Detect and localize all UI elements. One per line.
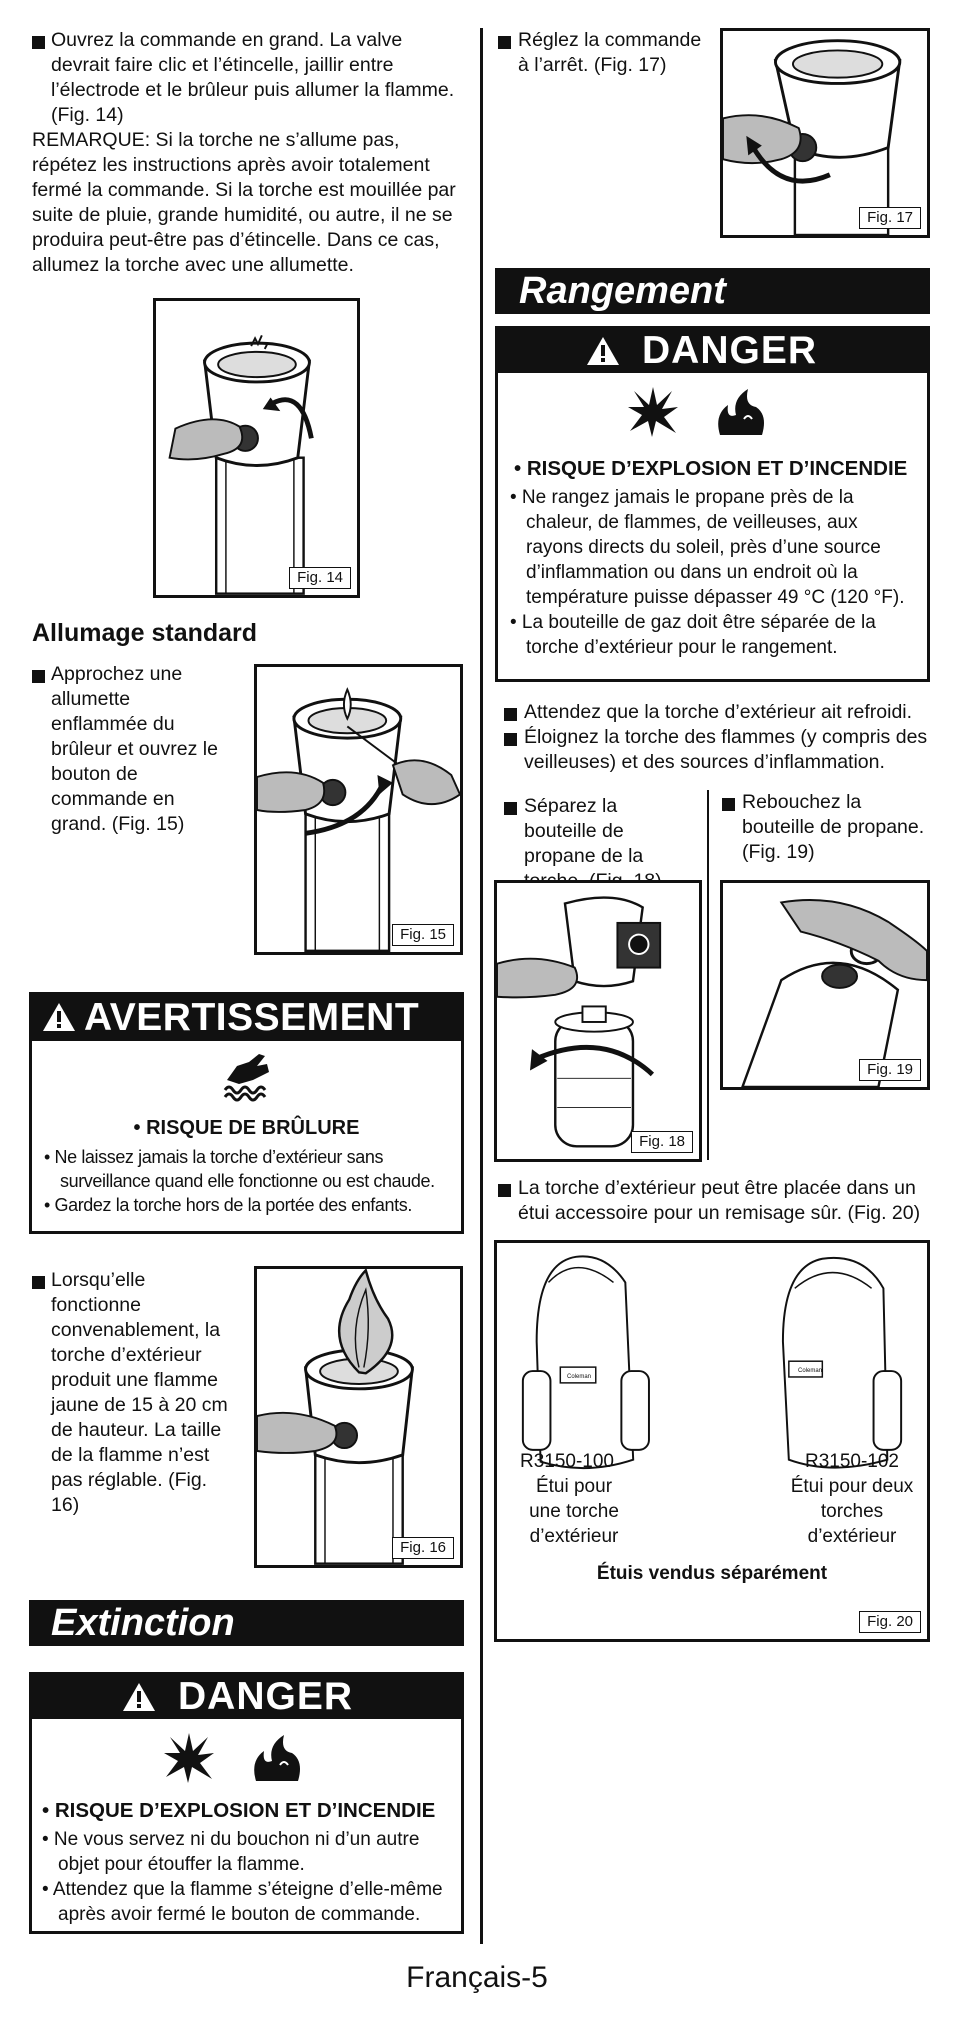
figure-label: Fig. 19: [859, 1059, 921, 1081]
cases-sold-separately: Étuis vendus séparément: [596, 1563, 828, 1584]
figure-label: Fig. 20: [859, 1611, 921, 1633]
danger-list: [510, 485, 915, 660]
warning-list: [44, 1145, 453, 1217]
case-brand-label: Coleman: [566, 1374, 591, 1380]
warning-item: • Gardez la torche hors de la portée des enfants.: [44, 1195, 412, 1215]
instruction-open-control: Ouvrez la commande en grand. La valve devrait faire clic et l’étincelle, jaillir entre l’électrode et le brûleur puis allumer la flamme. (Fig. 14): [51, 29, 455, 126]
figure-19: [720, 880, 930, 1090]
case1-code: R3150-100: [519, 1451, 615, 1472]
figure-label: Fig. 16: [392, 1537, 454, 1559]
instruction-storage-case: La torche d’extérieur peut être placée dans un étui accessoire pour un remisage sûr. (Fig. 20): [518, 1177, 921, 1224]
danger-box-storage: [495, 326, 930, 682]
figure-15: [254, 664, 463, 955]
note-text: Si la torche ne s’allume pas, répétez les instructions après avoir totalement fermé la commande. Si la torche est mouillée par suite de pluie, grande humidité, ou autre, il ne se produira peut-être pas d’étincelle. Dans ce cas, allumez la torche avec une allumette.: [32, 129, 456, 276]
warning-box: [29, 992, 464, 1234]
case1-description: Étui pour une torche d’extérieur: [529, 1476, 619, 1547]
instruction-keep-away: Éloignez la torche des flammes (y compris des veilleuses) et des sources d’inflammation.: [524, 726, 928, 773]
danger-title: DANGER: [642, 329, 818, 372]
torch-turn-off-illustration: [723, 31, 927, 235]
note-paragraph: REMARQUE: Si la torche ne s’allume pas, répétez les instructions après avoir totalement fermé la commande. Si la torche est mouillée par suite de pluie, grande humidité, ou autre, il ne se produira peut-être pas d’étincelle. Dans ce cas, allumez la torche avec une allumette.: [32, 129, 456, 276]
danger-header: [498, 329, 927, 373]
warning-item: • Ne laissez jamais la torche d’extérieur sans surveillance quand elle fonctionne ou est chaude.: [44, 1147, 435, 1191]
danger-item: • Attendez que la flamme s’éteigne d’elle-même après avoir fermé le bouton de commande.: [42, 1879, 443, 1925]
bullet: [32, 670, 45, 683]
torch-spark-illustration: [156, 301, 357, 595]
bullet: [722, 798, 735, 811]
figure-17: [720, 28, 930, 238]
torch-match-illustration: [257, 667, 460, 952]
torch-flame-illustration: [257, 1269, 460, 1565]
figure-18: [494, 880, 702, 1162]
instruction-let-cool: Attendez que la torche d’extérieur ait refroidi.: [524, 701, 913, 723]
case2-description: Étui pour deux torches d’extérieur: [790, 1476, 914, 1547]
warning-header: [32, 995, 461, 1041]
bullet: [504, 802, 517, 815]
warning-triangle-icon: [584, 335, 622, 367]
warning-title: AVERTISSEMENT: [84, 996, 420, 1039]
warning-triangle-icon: [41, 1001, 77, 1033]
figure-label: Fig. 18: [631, 1131, 693, 1153]
bullet: [504, 733, 517, 746]
instruction-flame-height: Lorsqu’elle fonctionne convenablement, la torche d’extérieur produit une flamme jaune de 15 à 20 cm de hauteur. La taille de la flamme n’est pas réglable. (Fig. 16): [51, 1269, 228, 1516]
bullet: [498, 1184, 511, 1197]
instruction-standard-lighting: Approchez une allumette enflammée du brûleur et ouvrez le bouton de commande en grand. (Fig. 15): [51, 663, 218, 835]
separate-cylinder-illustration: [497, 883, 699, 1159]
single-case: [523, 1256, 649, 1468]
subcolumn-divider: [707, 790, 709, 1160]
double-case: [783, 1258, 901, 1468]
instruction-turn-off: Réglez la commande à l’arrêt. (Fig. 17): [518, 29, 702, 76]
page-number: Français-5: [406, 1961, 548, 1994]
bullet: [504, 708, 517, 721]
danger-list: [42, 1827, 451, 1927]
case2-code: R3150-102: [804, 1451, 900, 1472]
figure-label: Fig. 15: [392, 924, 454, 946]
figure-label: Fig. 17: [859, 207, 921, 229]
banner-title: Extinction: [51, 1602, 235, 1644]
figure-16: [254, 1266, 463, 1568]
bullet: [32, 1276, 45, 1289]
recap-cylinder-illustration: [723, 883, 927, 1087]
danger-hazard: • RISQUE D’EXPLOSION ET D’INCENDIE: [514, 457, 908, 480]
warning-triangle-icon: [120, 1681, 158, 1713]
danger-header: [32, 1675, 461, 1719]
bullet: [32, 36, 45, 49]
case-brand-label: Coleman: [797, 1368, 822, 1374]
danger-title: DANGER: [178, 1675, 354, 1718]
danger-item: • La bouteille de gaz doit être séparée de la torche d’extérieur pour le rangement.: [510, 612, 876, 658]
explosion-icon: [626, 385, 680, 437]
danger-box-extinction: [29, 1672, 464, 1934]
banner-title: Rangement: [519, 270, 726, 312]
explosion-icon: [162, 1731, 216, 1783]
instruction-recap-bottle: Rebouchez la bouteille de propane. (Fig. 19): [742, 791, 925, 863]
warning-hazard: • RISQUE DE BRÛLURE: [133, 1117, 360, 1139]
column-divider: [480, 28, 483, 1944]
figure-14: [153, 298, 360, 598]
note-label: REMARQUE: [32, 129, 145, 151]
section-banner-storage: [495, 268, 930, 314]
danger-hazard: • RISQUE D’EXPLOSION ET D’INCENDIE: [42, 1799, 436, 1822]
fire-icon: [250, 1731, 306, 1783]
figure-20: [494, 1240, 930, 1642]
hot-surface-hand-icon: [219, 1050, 277, 1102]
fire-icon: [714, 385, 770, 437]
section-banner-extinction: [29, 1600, 464, 1646]
instruction-separate-bottle: Séparez la bouteille de propane de la: [524, 795, 644, 867]
danger-item: • Ne rangez jamais le propane près de la chaleur, de flammes, de veilleuses, aux rayons directs du soleil, près d’une source d’inflammation ou dans un endroit où la température puisse dépasser 49 °C (120 °F).: [510, 487, 905, 608]
heading-standard-lighting: Allumage standard: [32, 619, 258, 647]
bullet: [498, 36, 511, 49]
danger-item: • Ne vous servez ni du bouchon ni d’un autre objet pour étouffer la flamme.: [42, 1829, 420, 1875]
figure-label: Fig. 14: [289, 567, 351, 589]
